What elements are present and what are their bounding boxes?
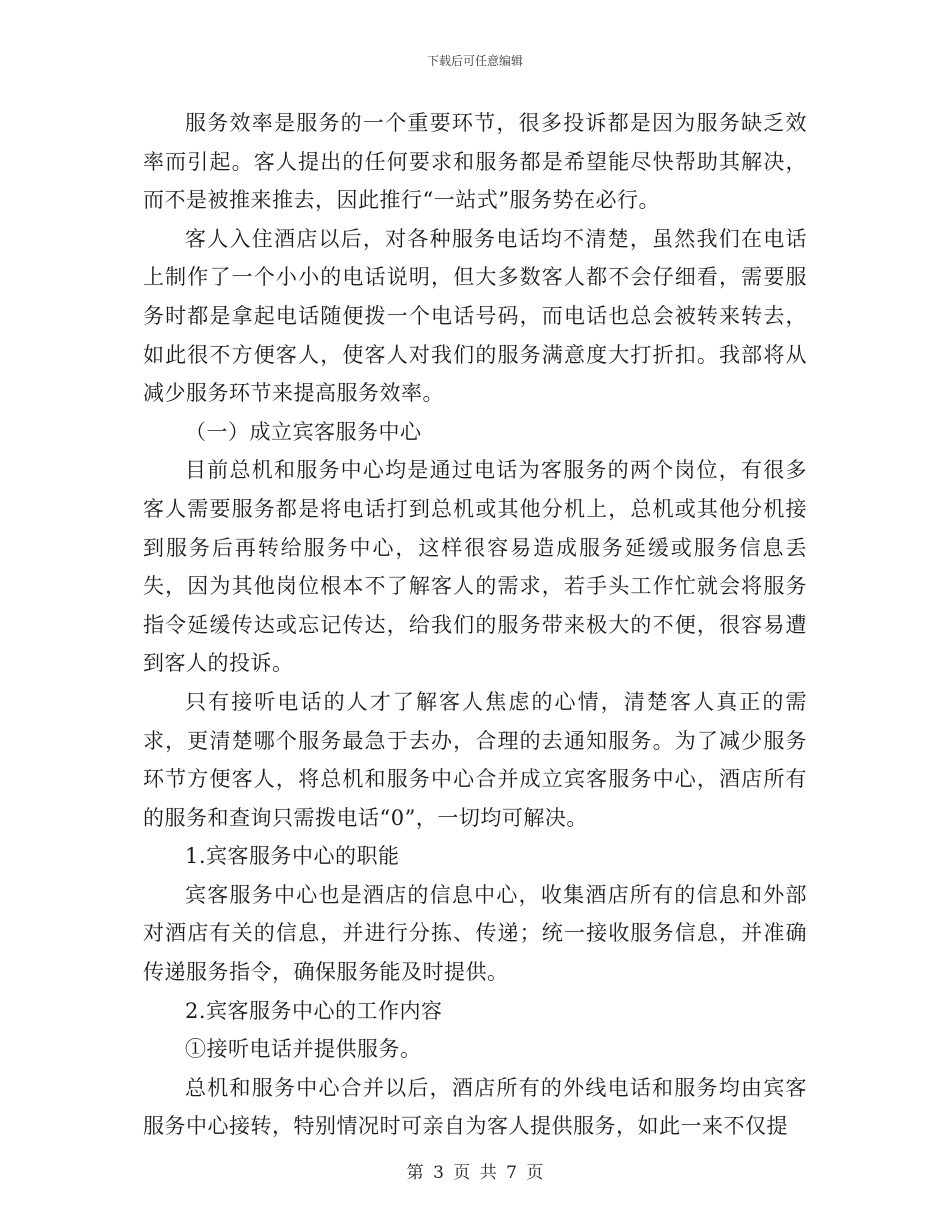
- page-header: 下载后可任意编辑: [426, 54, 523, 68]
- page-footer: 第 3 页 共 7 页: [406, 1163, 544, 1183]
- paragraph-merge-proposal: 只有接听电话的人才了解客人焦虑的心情，清楚客人真正的需求，更清楚哪个服务最急于去办，合理的去通知服务。为了减少服务环节方便客人，将总机和服务中心合并成立宾客服务中心，酒店所有的服务和查询只需拨电话“0”，一切均可解决。: [143, 689, 807, 830]
- subheading-work-content: 2.宾客服务中心的工作内容: [185, 998, 443, 1023]
- paragraph-switchboard-issue: 目前总机和服务中心均是通过电话为客服务的两个岗位，有很多客人需要服务都是将电话打到总机或其他分机上，总机或其他分机接到服务后再转给服务中心，这样很容易造成服务延缓或服务信息丢失，因为其他岗位根本不了解客人的需求，若手头工作忙就会将服务指令延缓传达或忘记传达，给我们的服务带来极大的不便，很容易遭到客人的投诉。: [143, 458, 807, 676]
- section-heading-guest-service-center: （一）成立宾客服务中心: [185, 419, 422, 444]
- paragraph-functions: 宾客服务中心也是酒店的信息中心，收集酒店所有的信息和外部对酒店有关的信息，并进行分拣、传递；统一接收服务信息，并准确传递服务指令，确保服务能及时提供。: [143, 882, 807, 985]
- subheading-functions: 1.宾客服务中心的职能: [185, 844, 400, 869]
- list-item-answer-phone: ①接听电话并提供服务。: [185, 1037, 422, 1062]
- paragraph-after-merge: 总机和服务中心合并以后，酒店所有的外线电话和服务均由宾客服务中心接转，特别情况时可亲自为客人提供服务，如此一来不仅提: [143, 1075, 807, 1139]
- document-body: [143, 104, 807, 1146]
- paragraph-guest-check-in: 客人入住酒店以后，对各种服务电话均不清楚，虽然我们在电话上制作了一个小小的电话说明，但大多数客人都不会仔细看，需要服务时都是拿起电话随便拨一个电话号码，而电话也总会被转来转去，如此很不方便客人，使客人对我们的服务满意度大打折扣。我部将从减少服务环节来提高服务效率。: [143, 226, 807, 406]
- paragraph-service-efficiency: 服务效率是服务的一个重要环节，很多投诉都是因为服务缺乏效率而引起。客人提出的任何要求和服务都是希望能尽快帮助其解决，而不是被推来推去，因此推行“一站式”服务势在必行。: [143, 111, 807, 213]
